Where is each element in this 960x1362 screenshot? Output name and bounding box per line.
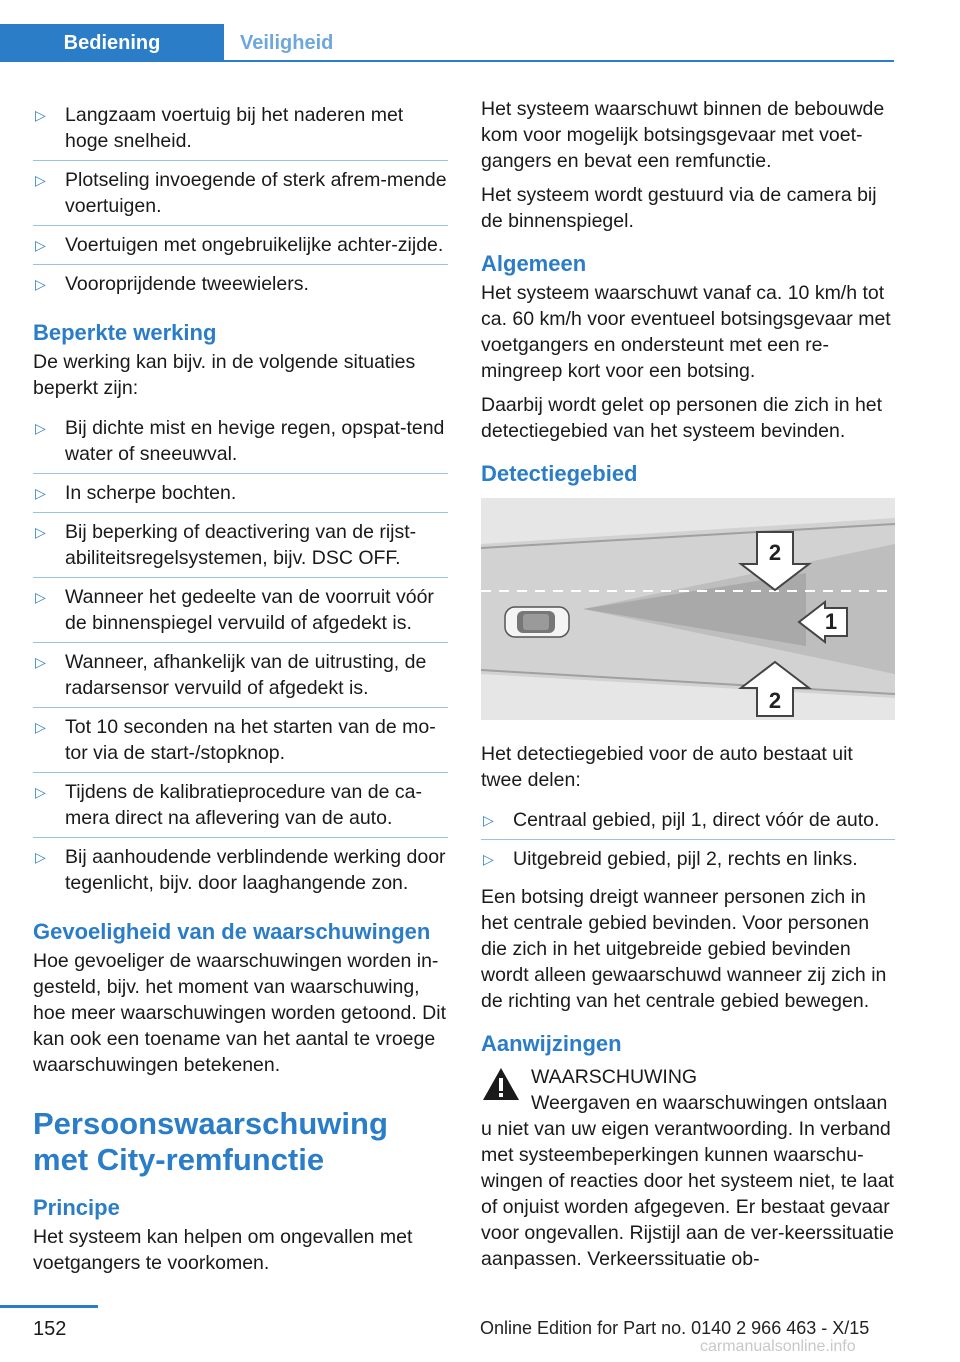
warning-block — [481, 1064, 895, 1090]
paragraph: Hoe gevoeliger de waarschuwingen worden in-gesteld, bijv. het moment van waarschuwing, hoe meer waarschuwingen worden getoond. Dit kan ook een toename van het aantal te vroege waarschuwingen betekenen. — [33, 950, 446, 1076]
bullet-list-top — [33, 96, 448, 303]
list-item: ▷ Tot 10 seconden na het starten van de mo-tor via de start-/stopknop. — [33, 708, 448, 773]
triangle-bullet-icon: ▷ — [35, 589, 46, 605]
diagram-label-1: 1 — [824, 609, 838, 634]
bullet-list-beperkte — [33, 409, 448, 902]
list-item: ▷ Centraal gebied, pijl 1, direct vóór de auto. — [481, 801, 895, 840]
heading-detectiegebied: Detectiegebied — [481, 461, 638, 486]
warning-text: Weergaven en waarschuwingen ontslaan u niet van uw eigen verantwoording. In verband met systeembeperkingen kunnen waarschu-wingen of reacties door het systeem niet, te laat of onjuist worden afgegeven. Er bestaat gevaar voor ongevallen. Rijstijl aan de ver-keerssituatie aanpassen. Verkeerssituatie ob- — [481, 1092, 894, 1270]
list-item: ▷ Bij dichte mist en hevige regen, opspat-tend water of sneeuwval. — [33, 409, 448, 474]
triangle-bullet-icon: ▷ — [35, 172, 46, 188]
heading-algemeen: Algemeen — [481, 251, 587, 276]
footer-edition: Online Edition for Part no. 0140 2 966 463 - X/15 — [480, 1318, 870, 1338]
paragraph: Het detectiegebied voor de auto bestaat uit twee delen: — [481, 743, 853, 791]
heading-beperkte-werking: Beperkte werking — [33, 320, 217, 345]
paragraph: Daarbij wordt gelet op personen die zich in het detectiegebied van het systeem bevinden. — [481, 394, 883, 442]
triangle-bullet-icon: ▷ — [483, 812, 494, 828]
triangle-bullet-icon: ▷ — [35, 420, 46, 436]
list-item: ▷ Voertuigen met ongebruikelijke achter-zijde. — [33, 226, 448, 265]
diagram-label-2-top: 2 — [768, 540, 782, 565]
paragraph: Een botsing dreigt wanneer personen zich in het centrale gebied bevinden. Voor personen die zich in het uitgebreide gebied bevinden wordt alleen gewaarschuwd wanneer zij zich in de richting van het centrale gebied bewegen. — [481, 886, 887, 1012]
diagram-label-2-bottom: 2 — [768, 688, 782, 713]
footer-rule — [0, 1305, 98, 1308]
triangle-bullet-icon: ▷ — [35, 719, 46, 735]
paragraph: De werking kan bijv. in de volgende situaties beperkt zijn: — [33, 351, 416, 399]
list-item: ▷ In scherpe bochten. — [33, 474, 448, 513]
list-item: ▷ Bij beperking of deactivering van de rijst-abiliteitsregelsystemen, bijv. DSC OFF. — [33, 513, 448, 578]
list-item: ▷ Bij aanhoudende verblindende werking door tegenlicht, bijv. door laaghangende zon. — [35, 846, 446, 894]
list-item: ▷ Langzaam voertuig bij het naderen met hoge snelheid. — [33, 96, 448, 161]
triangle-bullet-icon: ▷ — [35, 485, 46, 501]
page-number: 152 — [33, 1318, 67, 1340]
header-rule — [0, 60, 894, 62]
list-item: ▷ Wanneer het gedeelte van de voorruit vóór de binnenspiegel vervuild of afgedekt is. — [33, 578, 448, 643]
tab-bediening[interactable]: Bediening — [0, 24, 224, 62]
warning-triangle-icon — [481, 1066, 521, 1102]
list-item: ▷ Uitgebreid gebied, pijl 2, rechts en links. — [483, 848, 858, 870]
list-item: ▷ Tijdens de kalibratieprocedure van de ca-mera direct na aflevering van de auto. — [33, 773, 448, 838]
triangle-bullet-icon: ▷ — [483, 851, 494, 867]
heading-aanwijzingen: Aanwijzingen — [481, 1031, 622, 1056]
right-column — [481, 96, 895, 1272]
paragraph: Het systeem wordt gestuurd via de camera bij de binnenspiegel. — [481, 184, 877, 232]
paragraph: Het systeem waarschuwt binnen de bebouwde kom voor mogelijk botsingsgevaar met voet-gangers en bevat een remfunctie. — [481, 98, 885, 172]
triangle-bullet-icon: ▷ — [35, 276, 46, 292]
triangle-bullet-icon: ▷ — [35, 107, 46, 123]
left-column — [33, 96, 448, 1284]
tab-veiligheid[interactable]: Veiligheid — [240, 31, 334, 54]
detection-area-diagram — [481, 498, 895, 720]
bullet-list-detectie — [481, 801, 895, 878]
triangle-bullet-icon: ▷ — [35, 237, 46, 253]
paragraph: Het systeem waarschuwt vanaf ca. 10 km/h tot ca. 60 km/h voor eventueel botsingsgevaar met voetgangers en ondersteunt met een re-mingreep kort voor een botsing. — [481, 282, 891, 382]
triangle-bullet-icon: ▷ — [35, 524, 46, 540]
triangle-bullet-icon: ▷ — [35, 849, 46, 865]
list-item: ▷ Wanneer, afhankelijk van de uitrusting, de radarsensor vervuild of afgedekt is. — [33, 643, 448, 708]
page-header — [0, 0, 894, 62]
list-item: ▷ Plotseling invoegende of sterk afrem-mende voertuigen. — [33, 161, 448, 226]
car-icon — [505, 607, 569, 637]
paragraph: Het systeem kan helpen om ongevallen met voetgangers te voorkomen. — [33, 1226, 413, 1274]
heading-persoonswaarschuwing: Persoonswaarschuwing met City-remfunctie — [33, 1106, 388, 1177]
list-item: ▷ Vooroprijdende tweewielers. — [35, 273, 309, 295]
heading-gevoeligheid: Gevoeligheid van de waarschuwingen — [33, 919, 431, 944]
warning-title: WAARSCHUWING — [531, 1066, 698, 1088]
heading-principe: Principe — [33, 1195, 120, 1220]
watermark: carmanualsonline.info — [700, 1338, 856, 1355]
triangle-bullet-icon: ▷ — [35, 784, 46, 800]
triangle-bullet-icon: ▷ — [35, 654, 46, 670]
